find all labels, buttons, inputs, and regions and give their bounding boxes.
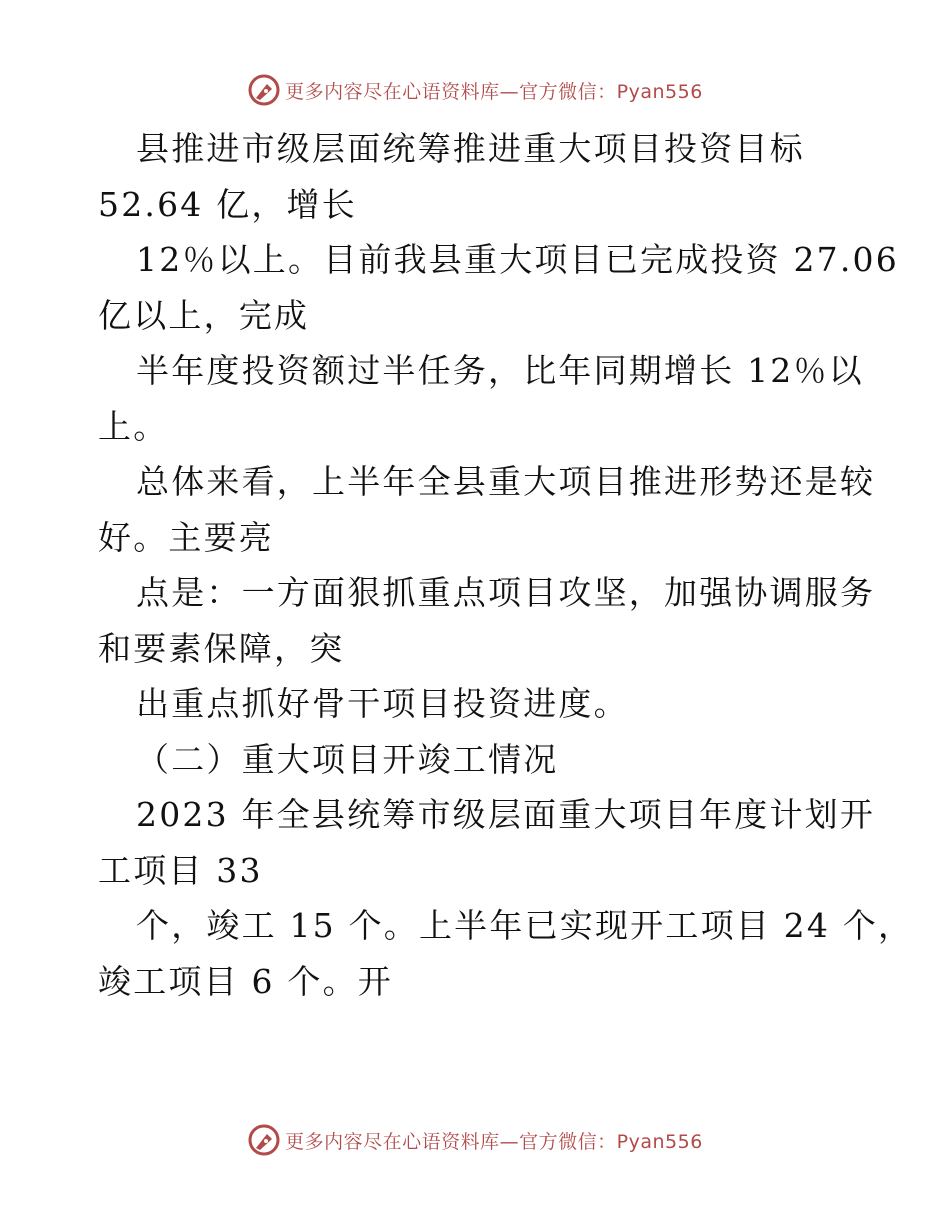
document-line: 好。主要亮 (98, 517, 274, 557)
document-line: 工项目 33 (98, 850, 263, 890)
document-line: 出重点抓好骨干项目投资进度。 (136, 684, 629, 723)
document-line: 上。 (98, 406, 169, 446)
section-heading: （二）重大项目开竣工情况 (136, 739, 559, 779)
document-body (98, 121, 914, 1009)
document-line: 亿以上，完成 (98, 295, 310, 335)
pen-nib-icon (247, 1123, 281, 1157)
document-line: 和要素保障，突 (98, 628, 345, 668)
document-line: 52.64 亿，增长 (98, 184, 357, 224)
document-line: 12％以上。目前我县重大项目已完成投资 27.06 (136, 240, 899, 279)
pen-nib-icon (247, 73, 281, 107)
footer-watermark-banner (0, 1120, 950, 1160)
document-line: 2023 年全县统筹市级层面重大项目年度计划开 (136, 795, 876, 834)
document-line: 县推进市级层面统筹推进重大项目投资目标 (136, 129, 805, 168)
header-watermark-banner (0, 70, 950, 110)
document-line: 个，竣工 15 个。上半年已实现开工项目 24 个， (136, 906, 914, 945)
document-line: 竣工项目 6 个。开 (98, 961, 393, 1001)
footer-banner-text: 更多内容尽在心语资料库—官方微信：Pyan556 (285, 1130, 703, 1153)
document-line: 点是：一方面狠抓重点项目攻坚，加强协调服务 (136, 573, 876, 612)
document-line: 半年度投资额过半任务，比年同期增长 12％以 (136, 351, 864, 390)
header-banner-text: 更多内容尽在心语资料库—官方微信：Pyan556 (285, 80, 703, 103)
document-line: 总体来看，上半年全县重大项目推进形势还是较 (136, 462, 876, 501)
